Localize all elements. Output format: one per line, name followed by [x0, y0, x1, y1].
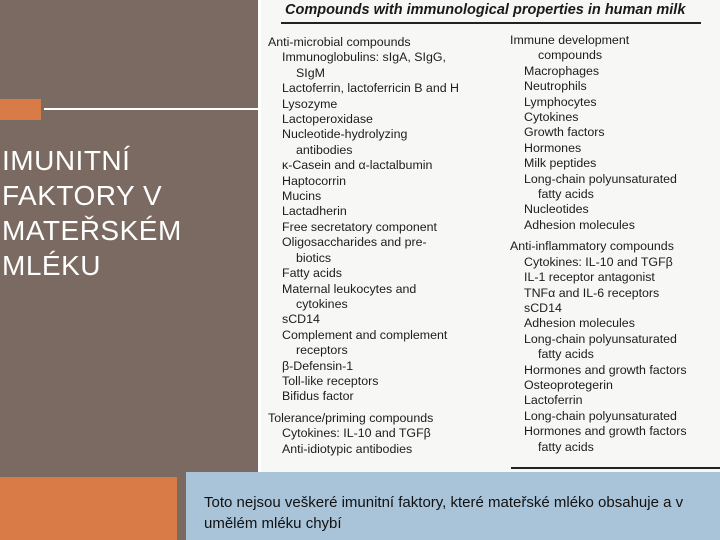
- list-item: fatty acids: [538, 347, 594, 362]
- table-top-rule: [281, 22, 701, 24]
- list-item: Adhesion molecules: [524, 217, 635, 232]
- list-item: Fatty acids: [282, 266, 342, 281]
- list-item: Complement and complement: [282, 327, 448, 342]
- list-item: Long-chain polyunsaturated: [524, 171, 677, 186]
- accent-block-top: [0, 99, 41, 120]
- table-title: Compounds with immunological properties in human milk: [285, 2, 686, 18]
- slide-caption: Toto nejsou veškeré imunitní faktory, které mateřské mléko obsahuje a v umělém mléku chybí: [204, 494, 684, 532]
- list-item: Anti-idiotypic antibodies: [282, 441, 413, 456]
- list-heading: Anti-microbial compounds: [268, 35, 411, 49]
- list-item: Lymphocytes: [524, 94, 597, 109]
- list-item: Hormones and growth factors: [524, 424, 687, 439]
- list-item: Neutrophils: [524, 79, 587, 94]
- list-item: Toll-like receptors: [282, 373, 379, 388]
- list-item: Nucleotide-hydrolyzing: [282, 127, 408, 142]
- list-item: Lactoferrin: [524, 393, 583, 408]
- list-item: Haptocorrin: [282, 173, 347, 188]
- list-heading: Immune development: [510, 33, 630, 47]
- list-item: sCD14: [282, 312, 320, 327]
- list-heading: Anti-inflammatory compounds: [510, 239, 674, 254]
- list-item: SIgM: [296, 65, 325, 80]
- title-divider: [44, 108, 258, 110]
- table-bottom-rule: [511, 467, 720, 469]
- right-column: [510, 33, 687, 455]
- list-item: Free secretatory component: [282, 219, 437, 234]
- list-item: Lysozyme: [282, 96, 338, 111]
- list-item: biotics: [296, 250, 332, 265]
- list-item: Cytokines: IL-10 and TGFβ: [282, 426, 431, 441]
- list-item: Lactoperoxidase: [282, 112, 373, 127]
- list-item: compounds: [538, 48, 603, 63]
- list-item: Mucins: [282, 189, 322, 204]
- list-item: sCD14: [524, 300, 562, 315]
- list-item: Hormones: [524, 140, 582, 155]
- list-item: Long-chain polyunsaturated: [524, 408, 677, 423]
- list-item: Macrophages: [524, 63, 600, 78]
- list-item: Oligosaccharides and pre-: [282, 235, 427, 250]
- list-item: Lactadherin: [282, 204, 347, 219]
- slide-title: IMUNITNÍ FAKTORY V MATEŘSKÉM MLÉKU: [2, 145, 182, 281]
- accent-block-bottom: [0, 477, 177, 540]
- list-item: Cytokines: IL-10 and TGFβ: [524, 254, 673, 269]
- list-item: Cytokines: [524, 110, 579, 125]
- list-item: Milk peptides: [524, 156, 597, 171]
- list-item: Lactoferrin, lactoferricin B and H: [282, 81, 459, 96]
- list-item: fatty acids: [538, 187, 594, 202]
- list-item: Osteoprotegerin: [524, 377, 613, 392]
- list-item: antibodies: [296, 142, 353, 157]
- list-item: cytokines: [296, 296, 348, 311]
- list-item: κ-Casein and α-lactalbumin: [282, 158, 433, 173]
- list-item: Maternal leukocytes and: [282, 281, 417, 296]
- list-item: Immunoglobulins: sIgA, SIgG,: [282, 50, 446, 65]
- list-item: TNFα and IL-6 receptors: [524, 285, 660, 300]
- list-item: Long-chain polyunsaturated: [524, 331, 677, 346]
- list-item: Bifidus factor: [282, 389, 354, 404]
- list-item: Nucleotides: [524, 202, 589, 217]
- list-item: receptors: [296, 343, 348, 358]
- list-item: IL-1 receptor antagonist: [524, 270, 655, 285]
- list-item: fatty acids: [538, 439, 594, 454]
- list-item: Adhesion molecules: [524, 316, 635, 331]
- list-item: Hormones and growth factors: [524, 362, 687, 377]
- list-item: Growth factors: [524, 125, 605, 140]
- list-heading: Tolerance/priming compounds: [268, 410, 434, 425]
- left-column: [268, 35, 459, 457]
- scanned-table: [261, 0, 720, 472]
- list-item: β-Defensin-1: [282, 358, 354, 373]
